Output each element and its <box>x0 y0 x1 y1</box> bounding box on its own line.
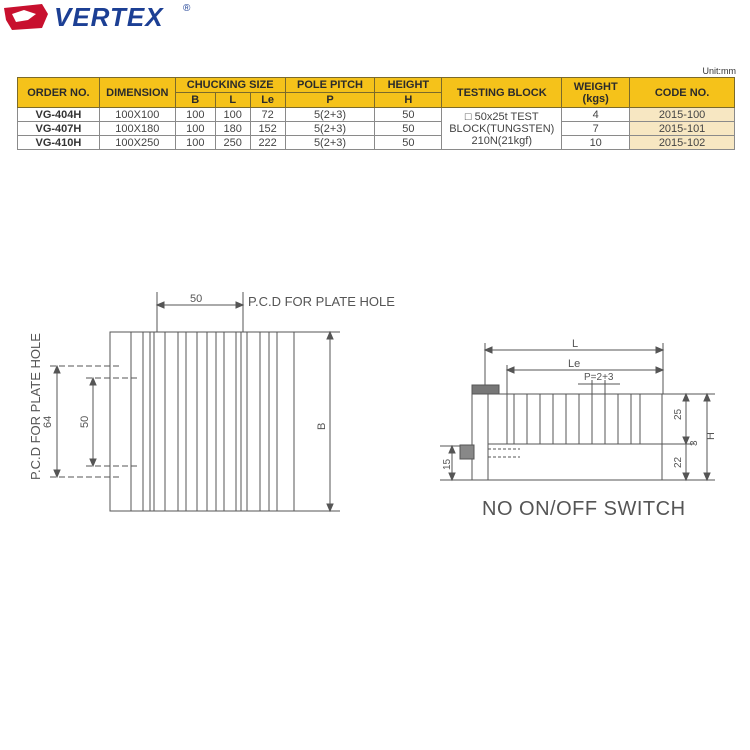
pcd-vertical-label: P.C.D FOR PLATE HOLE <box>28 333 43 480</box>
header-height: HEIGHT <box>375 78 442 93</box>
dim-22: 22 <box>673 456 684 468</box>
header-l: L <box>215 93 250 108</box>
dim-le: Le <box>568 358 581 370</box>
side-view-top-lip <box>472 385 499 394</box>
cell-b: 100 <box>175 122 215 136</box>
header-testing-block: TESTING BLOCK <box>442 78 562 108</box>
cell-l: 180 <box>215 122 250 136</box>
side-view-end-plate <box>472 385 488 480</box>
dim-64: 64 <box>42 415 54 428</box>
no-switch-note: NO ON/OFF SWITCH <box>482 498 686 520</box>
cell-order: VG-404H <box>18 108 100 122</box>
header-weight-unit: (kgs) <box>582 92 609 105</box>
cell-p: 5(2+3) <box>285 122 375 136</box>
header-b: B <box>175 93 215 108</box>
cell-dimension: 100X100 <box>99 108 175 122</box>
header-order-no: ORDER NO. <box>18 78 100 108</box>
side-view-pole-lines <box>507 394 640 444</box>
testing-block-line3: 210N(21kgf) <box>471 134 533 147</box>
testing-block-line2: BLOCK(TUNGSTEN) <box>449 122 555 135</box>
dim-50-left: 50 <box>79 415 91 428</box>
header-h: H <box>375 93 442 108</box>
cell-le: 222 <box>250 136 285 150</box>
dim-p: P=2+3 <box>584 372 614 383</box>
cell-weight: 7 <box>562 122 630 136</box>
cell-weight: 10 <box>562 136 630 150</box>
cell-h: 50 <box>375 108 442 122</box>
cell-b: 100 <box>175 108 215 122</box>
cell-order: VG-407H <box>18 122 100 136</box>
dim-h: H <box>705 432 717 440</box>
dim-25: 25 <box>673 408 684 420</box>
cell-code: 2015-100 <box>630 108 735 122</box>
header-p: P <box>285 93 375 108</box>
dim-b: B <box>316 422 328 430</box>
brand-reg-mark: ® <box>183 3 191 14</box>
cell-order: VG-410H <box>18 136 100 150</box>
header-weight-label: WEIGHT <box>573 80 618 93</box>
cell-p: 5(2+3) <box>285 108 375 122</box>
cell-dimension: 100X250 <box>99 136 175 150</box>
cell-code: 2015-102 <box>630 136 735 150</box>
cell-dimension: 100X180 <box>99 122 175 136</box>
cell-l: 100 <box>215 108 250 122</box>
top-view-pole-lines <box>131 332 277 511</box>
cell-b: 100 <box>175 136 215 150</box>
dim-3: 3 <box>689 440 700 446</box>
cell-le: 152 <box>250 122 285 136</box>
cell-l: 250 <box>215 136 250 150</box>
header-pole-pitch: POLE PITCH <box>285 78 375 93</box>
cell-le: 72 <box>250 108 285 122</box>
cell-code: 2015-101 <box>630 122 735 136</box>
header-dimension: DIMENSION <box>99 78 175 108</box>
dim-50-top: 50 <box>190 293 203 305</box>
brand-name: VERTEX <box>54 2 164 32</box>
top-view-outline <box>110 332 294 511</box>
cell-h: 50 <box>375 122 442 136</box>
cell-weight: 4 <box>562 108 630 122</box>
side-view-bolt-head <box>460 445 474 459</box>
dim-l: L <box>572 338 579 350</box>
cell-h: 50 <box>375 136 442 150</box>
header-chucking-size: CHUCKING SIZE <box>175 78 285 93</box>
header-code-no: CODE NO. <box>630 78 735 108</box>
testing-block-line1: □ 50x25t TEST <box>464 110 539 123</box>
cell-p: 5(2+3) <box>285 136 375 150</box>
pcd-label: P.C.D FOR PLATE HOLE <box>248 294 395 309</box>
header-le: Le <box>250 93 285 108</box>
unit-label: Unit:mm <box>702 66 736 76</box>
dim-15: 15 <box>442 458 453 470</box>
